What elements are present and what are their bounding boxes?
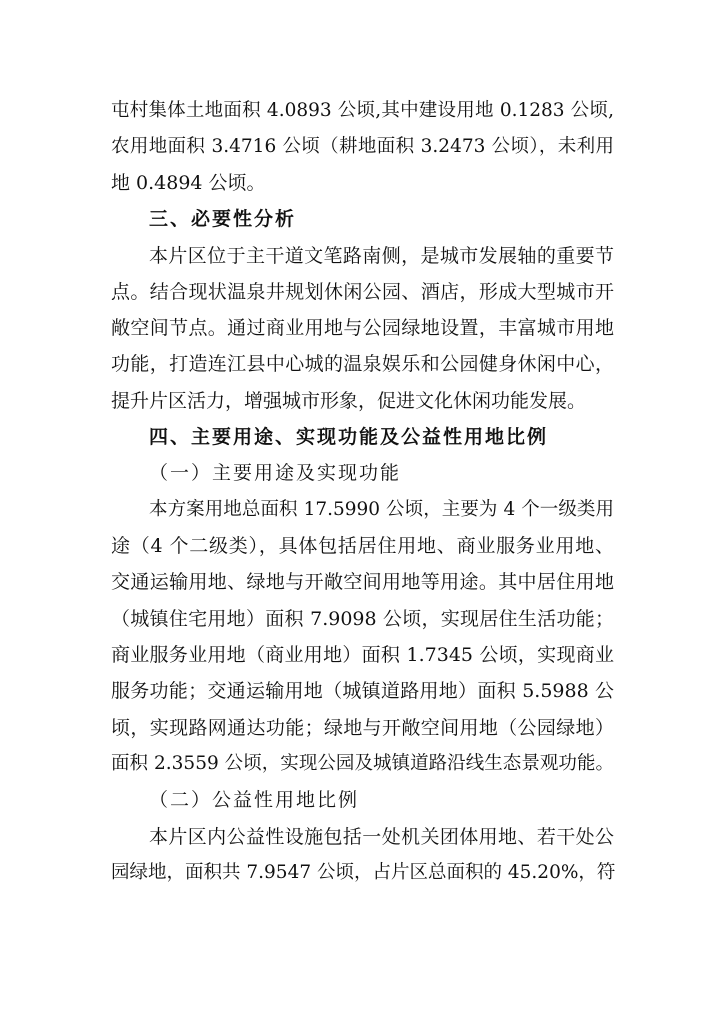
text-line: 地 0.4894 公顷。 bbox=[111, 172, 266, 194]
text-line: 本方案用地总面积 17.5990 公顷，主要为 4 个一级类用 bbox=[149, 499, 614, 520]
text-line: （城镇住宅用地）面积 7.9098 公顷，实现居住生活功能； bbox=[111, 608, 614, 630]
text-line: 提升片区活力，增强城市形象，促进文化休闲功能发展。 bbox=[111, 390, 587, 412]
text-line: 交通运输用地、绿地与开敞空间用地等用途。其中居住用地 bbox=[111, 571, 614, 593]
text-line: 商业服务业用地（商业用地）面积 1.7345 公顷，实现商业 bbox=[111, 644, 614, 666]
text-line: 点。结合现状温泉井规划休闲公园、酒店，形成大型城市开 bbox=[111, 281, 614, 303]
text-line: 功能，打造连江县中心城的温泉娱乐和公园健身休闲中心， bbox=[111, 353, 614, 375]
text-line: 敞空间节点。通过商业用地与公园绿地设置，丰富城市用地 bbox=[111, 317, 614, 339]
text-line: 农用地面积 3.4716 公顷（耕地面积 3.2473 公顷），未利用 bbox=[111, 136, 614, 157]
text-line: 本片区内公益性设施包括一处机关团体用地、若干处公 bbox=[149, 826, 614, 848]
subsection-heading-public-ratio: （二）公益性用地比例 bbox=[149, 789, 360, 811]
text-line: 顷，实现路网通达功能；绿地与开敞空间用地（公园绿地） bbox=[111, 717, 614, 739]
subsection-heading-main-usage: （一）主要用途及实现功能 bbox=[149, 462, 402, 484]
text-line: 面积 2.3559 公顷，实现公园及城镇道路沿线生态景观功能。 bbox=[111, 753, 614, 774]
section-heading-usage: 四、主要用途、实现功能及公益性用地比例 bbox=[149, 426, 549, 448]
text-line: 途（4 个二级类），具体包括居住用地、商业服务业用地、 bbox=[111, 535, 614, 557]
text-line: 本片区位于主干道文笔路南侧，是城市发展轴的重要节 bbox=[149, 245, 614, 267]
section-heading-necessity: 三、必要性分析 bbox=[149, 208, 297, 230]
text-line: 屯村集体土地面积 4.0893 公顷,其中建设用地 0.1283 公顷, bbox=[111, 100, 614, 121]
text-line: 服务功能；交通运输用地（城镇道路用地）面积 5.5988 公 bbox=[111, 680, 614, 702]
text-line: 园绿地，面积共 7.9547 公顷，占片区总面积的 45.20%，符 bbox=[111, 862, 616, 883]
